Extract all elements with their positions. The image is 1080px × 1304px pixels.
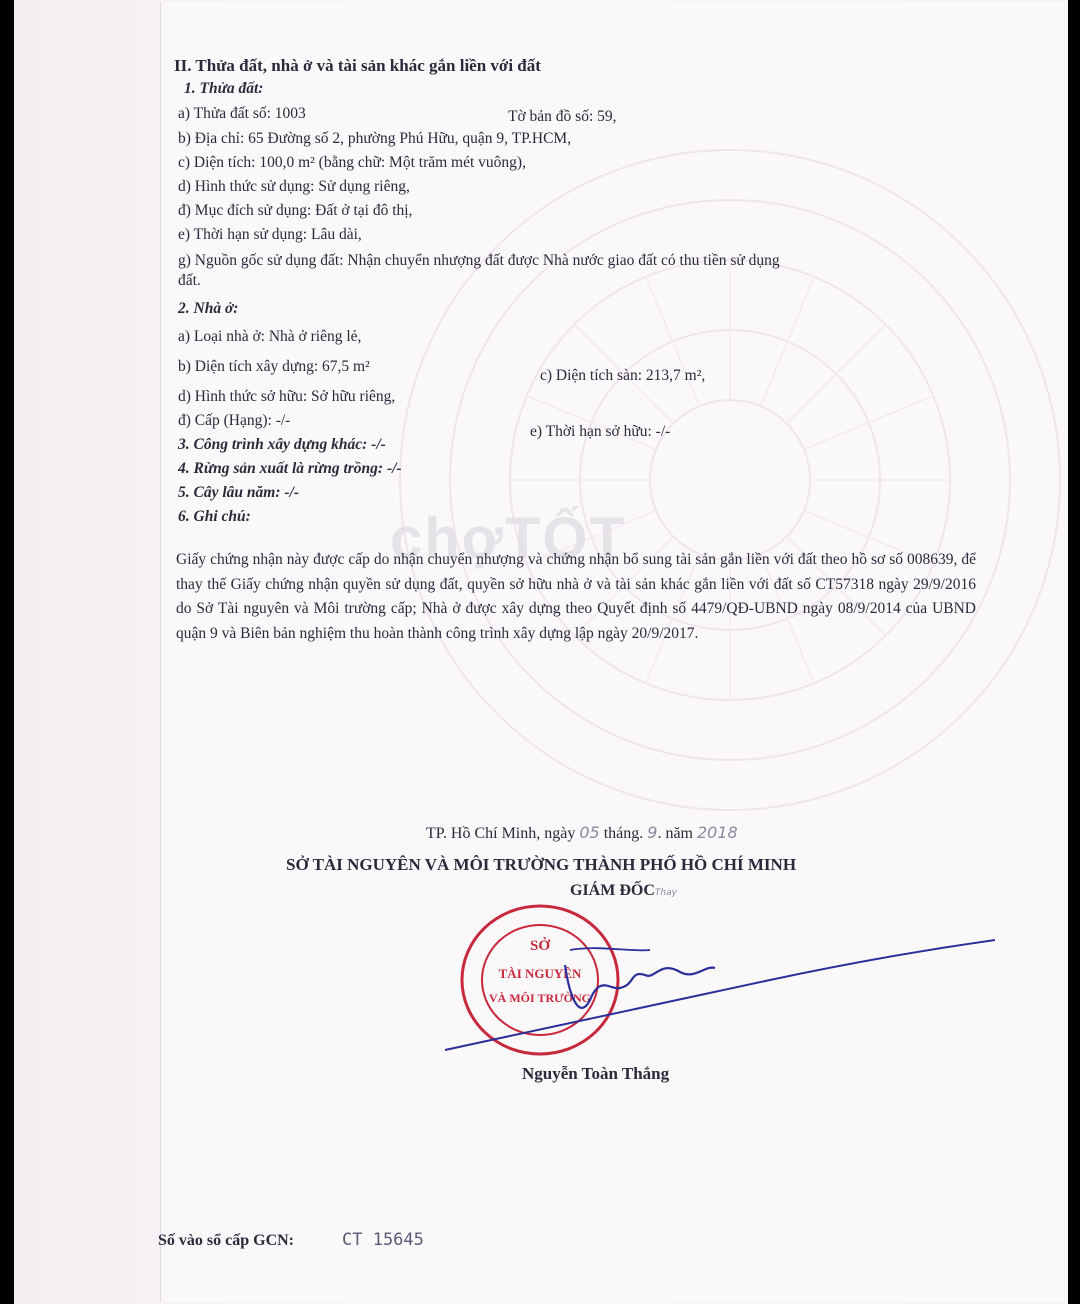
issuing-organization: SỞ TÀI NGUYÊN VÀ MÔI TRƯỜNG THÀNH PHỐ HỒ CHÍ MINH	[286, 855, 797, 874]
land-address: b) Địa chỉ: 65 Đường số 2, phường Phú Hữu, quận 9, TP.HCM,	[178, 130, 572, 147]
house-type: a) Loại nhà ở: Nhà ở riêng lẻ,	[178, 328, 362, 345]
production-forest: 4. Rừng sản xuất là rừng trồng: -/-	[178, 460, 402, 477]
place-prefix: TP. Hồ Chí Minh, ngày	[426, 825, 576, 842]
director-role-small: Thay	[654, 888, 677, 898]
land-area: c) Diện tích: 100,0 m² (bằng chữ: Một trăm mét vuông),	[178, 154, 526, 171]
month-prefix: tháng	[603, 825, 640, 842]
seal-line2: TÀI NGUYÊN	[498, 966, 582, 981]
house-grade: đ) Cấp (Hạng): -/-	[178, 412, 291, 429]
section-title: II. Thửa đất, nhà ở và tài sản khác gắn liền với đất	[174, 56, 541, 75]
director-signature	[440, 930, 1000, 1060]
director-role: GIÁM ĐỐC	[570, 882, 655, 899]
house-construction-area: b) Diện tích xây dựng: 67,5 m²	[178, 358, 370, 375]
sign-month: 9	[647, 823, 658, 842]
notes-paragraph: Giấy chứng nhận này được cấp do nhận chuyển nhượng và chứng nhận bổ sung tài sản gắn liền với đất theo hồ sơ số 008639, để thay thế Giấy chứng nhận quyền sử dụng đất, quyền sở hữu nhà ở và tài sản khác gắn liền với đất số CT57318 ngày 29/9/2016 do Sở Tài nguyên và Môi trường cấp; Nhà ở được xây dựng theo Quyết định số 4479/QĐ-UBND ngày 08/9/2014 của UBND quận 9 và Biên bản nghiệm thu hoàn thành công trình xây dựng lập ngày 20/9/2017.	[176, 551, 976, 642]
house-ownership-form: d) Hình thức sở hữu: Sở hữu riêng,	[178, 388, 396, 405]
seal-line3: VÀ MÔI TRƯỜNG	[489, 991, 591, 1005]
land-map-sheet: Tờ bản đồ số: 59,	[508, 108, 617, 125]
year-prefix: năm	[665, 825, 693, 842]
house-ownership-term: e) Thời hạn sở hữu: -/-	[530, 423, 671, 440]
land-parcel-number: a) Thửa đất số: 1003	[178, 105, 306, 122]
sign-year: 2018	[696, 823, 738, 842]
sign-day: 05	[579, 823, 600, 842]
perennial-trees: 5. Cây lâu năm: -/-	[178, 484, 299, 501]
land-heading: 1. Thửa đất:	[184, 80, 264, 97]
certificate-register-number: CT 15645	[342, 1230, 424, 1250]
land-origin: g) Nguồn gốc sử dụng đất: Nhận chuyển nhượng đất được Nhà nước giao đất có thu tiền sử dụng	[178, 252, 780, 269]
land-origin-cont: đất.	[178, 272, 201, 289]
land-usage-term: e) Thời hạn sử dụng: Lâu dài,	[178, 226, 362, 243]
certificate-register-label: Số vào sổ cấp GCN:	[158, 1232, 295, 1249]
house-heading: 2. Nhà ở:	[178, 300, 239, 317]
signing-date: TP. Hồ Chí Minh, ngày 05 tháng. 9. năm 2018	[426, 823, 738, 842]
house-floor-area: c) Diện tích sàn: 213,7 m²,	[540, 367, 706, 384]
seal-line1: SỞ	[529, 938, 551, 954]
notes-heading: 6. Ghi chú:	[178, 508, 251, 525]
land-usage-form: d) Hình thức sử dụng: Sử dụng riêng,	[178, 178, 410, 195]
signer-name: Nguyễn Toàn Thắng	[522, 1064, 670, 1083]
certificate-page	[160, 2, 1067, 1302]
land-usage-purpose: đ) Mục đích sử dụng: Đất ở tại đô thị,	[178, 202, 413, 219]
other-construction: 3. Công trình xây dựng khác: -/-	[178, 436, 386, 453]
watermark-text: chợTỐT	[390, 506, 627, 571]
